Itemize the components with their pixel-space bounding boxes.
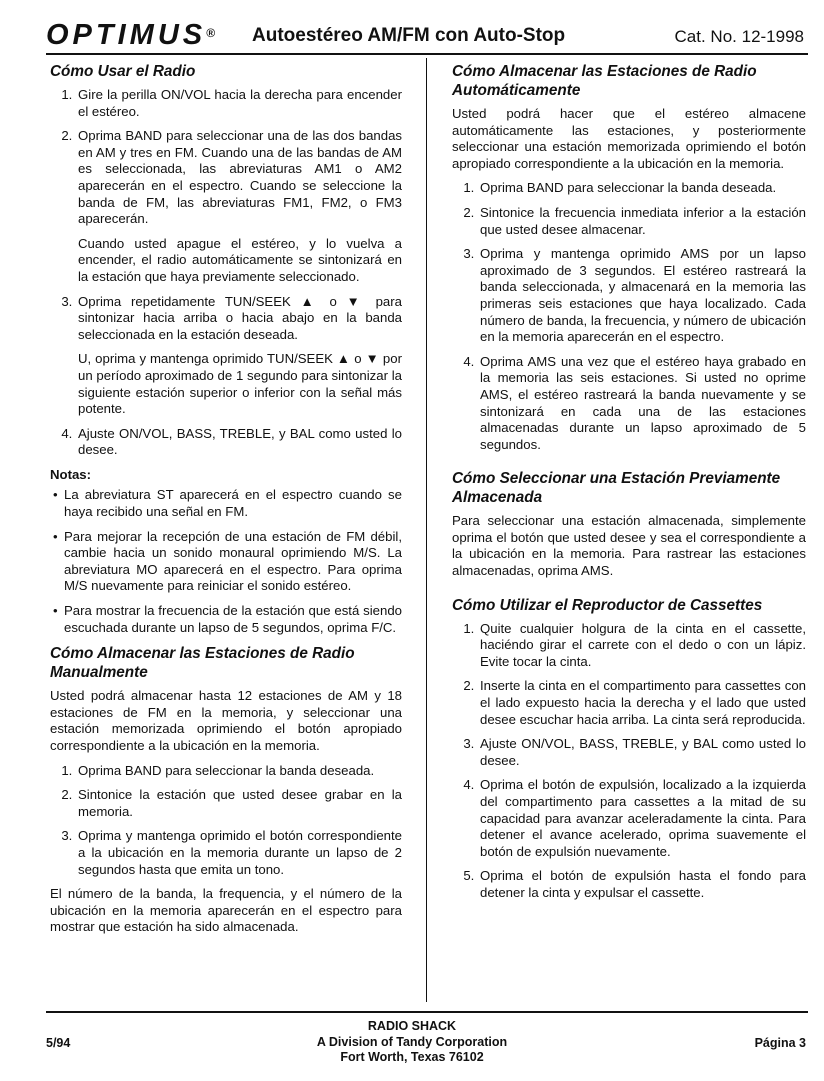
paragraph: Usted podrá almacenar hasta 12 estaciones de AM y 18 estaciones de FM en la memoria, y seleccionar una estación memorizada oprimiendo el botón apropiado correspondiente a la ubicación en la memoria. (50, 688, 402, 753)
company-division: A Division of Tandy Corporation (316, 1034, 508, 1049)
paragraph: Para seleccionar una estación almacenada, simplemente oprima el botón que usted desee y sea el correspondiente a la ubicación en la memoria. Para rastrear las estaciones almacenadas, oprima AMS. (452, 513, 806, 579)
section-heading: Cómo Usar el Radio (50, 63, 196, 80)
list-item: 4. Ajuste ON/VOL, BASS, TREBLE, y BAL como usted lo desee. (76, 426, 402, 459)
list-item: 3. Oprima repetidamente TUN/SEEK ▲ o ▼ para sintonizar hacia arriba o hacia abajo en la banda seleccionada en la estación deseada. U, oprima y mantenga oprimido TUN/SEEK ▲ o ▼ por un período aproximado de 1 segundo para sintonizar la siguiente estación superior o inferior con la señal más potente. (76, 294, 402, 418)
list-item: 1. Quite cualquier holgura de la cinta en el cassette, haciéndo girar el carrete con el dedo o con un lápiz. Evite tocar la cinta. (478, 621, 806, 671)
paragraph: El número de la banda, la frequencia, y el número de la ubicación en la memoria aparecerán en el espectro para mostrar que estación ha sido almacenada. (50, 886, 402, 935)
steps-list (452, 621, 806, 902)
list-item: 5. Oprima el botón de expulsión hasta el fondo para detener la cinta y expulsar el cassette. (478, 868, 806, 901)
section-heading: Cómo Seleccionar una Estación Previamente Almacenada (452, 470, 781, 507)
list-item: 2. Oprima BAND para seleccionar una de las dos bandas en AM y tres en FM. Cuando una de las bandas de AM es seleccionada, las abreviaturas AM1 o AM2 aparecerán en el espectro. Cuando se seleccione la banda de FM, las abreviaturas FM1, FM2, o FM3 aparecerán. Cuando usted apague el estéreo, y lo vuelva a encender, el radio automáticamente se sintonizará en la estación que haya previamente seleccionado. (76, 128, 402, 285)
notes-list (50, 487, 402, 636)
notes-label: Notas: (50, 466, 92, 482)
list-item: 4. Oprima AMS una vez que el estéreo haya grabado en la memoria las seis estaciones. Si usted no oprime AMS, el estéreo rastreará la banda nuevamente y se sintonizará en cada una de las estaciones almacenadas durante un lapso aproximado de 5 segundos. (478, 354, 806, 454)
list-item: 2. Sintonice la estación que usted desee grabar en la memoria. (76, 787, 402, 820)
page-number: Página 3 (754, 1036, 806, 1050)
list-item: 2. Sintonice la frecuencia inmediata inferior a la estación que usted desee almacenar. (478, 205, 806, 238)
list-item: • Para mostrar la frecuencia de la estación que está siendo escuchada durante un lapso de 5 segundos, oprima F/C. (64, 603, 402, 636)
list-item: • La abreviatura ST aparecerá en el espectro cuando se haya recibido una señal en FM. (64, 487, 402, 520)
section-heading: Cómo Almacenar las Estaciones de Radio Manualmente (50, 645, 355, 682)
catalog-number: Cat. No. 12-1998 (674, 27, 804, 46)
company-city: Fort Worth, Texas 76102 (340, 1050, 484, 1064)
steps-list (452, 180, 806, 453)
company-name: RADIO SHACK (367, 1019, 457, 1033)
page-header (46, 14, 806, 50)
right-column (452, 62, 806, 910)
steps-list (50, 87, 402, 459)
brand-logo: OPTIMUS® (46, 19, 215, 51)
step-continuation: Cuando usted apague el estéreo, y lo vuelva a encender, el radio automáticamente se sintonizará en la estación que haya previamente seleccionado. (78, 235, 402, 284)
list-item: 4. Oprima el botón de expulsión, localizado a la izquierda del compartimento para cassettes a la mitad de su capacidad para avanzar aceleradamente la cinta. Para detener el avance acelerado, oprima suavemente el botón de expulsión nuevamente. (478, 777, 806, 860)
document-title: Autoestéreo AM/FM con Auto-Stop (252, 25, 566, 46)
section-heading: Cómo Utilizar el Reproductor de Cassettes (452, 596, 763, 614)
steps-list (50, 763, 402, 879)
list-item: 1. Gire la perilla ON/VOL hacia la derecha para encender el estéreo. (76, 87, 402, 120)
list-item: • Para mejorar la recepción de una estación de FM débil, cambie hacia un sonido monaural oprimiendo M/S. La abreviatura MO aparecerá en el espectro. Para oprima M/S nuevamente para reiniciar el sonido estéreo. (64, 529, 402, 595)
footer-company (0, 1019, 824, 1066)
header-rule (46, 53, 808, 55)
step-continuation: U, oprima y mantenga oprimido TUN/SEEK ▲ o ▼ por un período aproximado de 1 segundo para sintonizar la siguiente estación superior o inferior con la señal más potente. (78, 351, 402, 417)
section-heading: Cómo Almacenar las Estaciones de Radio Automáticamente (452, 63, 757, 99)
list-item: 3. Ajuste ON/VOL, BASS, TREBLE, y BAL como usted lo desee. (478, 736, 806, 769)
list-item: 2. Inserte la cinta en el compartimento para cassettes con el lado expuesto hacia la derecha y el lado que usted desee escuchar hacia arriba. La cinta será reproducida. (478, 678, 806, 728)
list-item: 3. Oprima y mantenga oprimido AMS por un lapso aproximado de 3 segundos. El estéreo rastreará la banda seleccionada, y almacenará en la memoria las primeras seis estaciones que haya localizado. Cada número de banda, la frecuencia, y número de ubicación en la memoria aparecerán en el espectro. (478, 246, 806, 346)
column-divider (426, 58, 427, 1002)
footer-date: 5/94 (46, 1036, 71, 1050)
list-item: 3. Oprima y mantenga oprimido el botón correspondiente a la ubicación en la memoria durante un lapso de 2 segundos hasta que emita un tono. (76, 828, 402, 878)
list-item: 1. Oprima BAND para seleccionar la banda deseada. (76, 763, 402, 780)
paragraph: Usted podrá hacer que el estéreo almacene automáticamente las estaciones, y posteriormente seleccionar una estación memorizada oprimiendo el botón apropiado correspondiente a la ubicación en la memoria. (452, 106, 806, 171)
list-item: 1. Oprima BAND para seleccionar la banda deseada. (478, 180, 806, 197)
footer-rule (46, 1011, 808, 1013)
left-column (50, 62, 402, 944)
